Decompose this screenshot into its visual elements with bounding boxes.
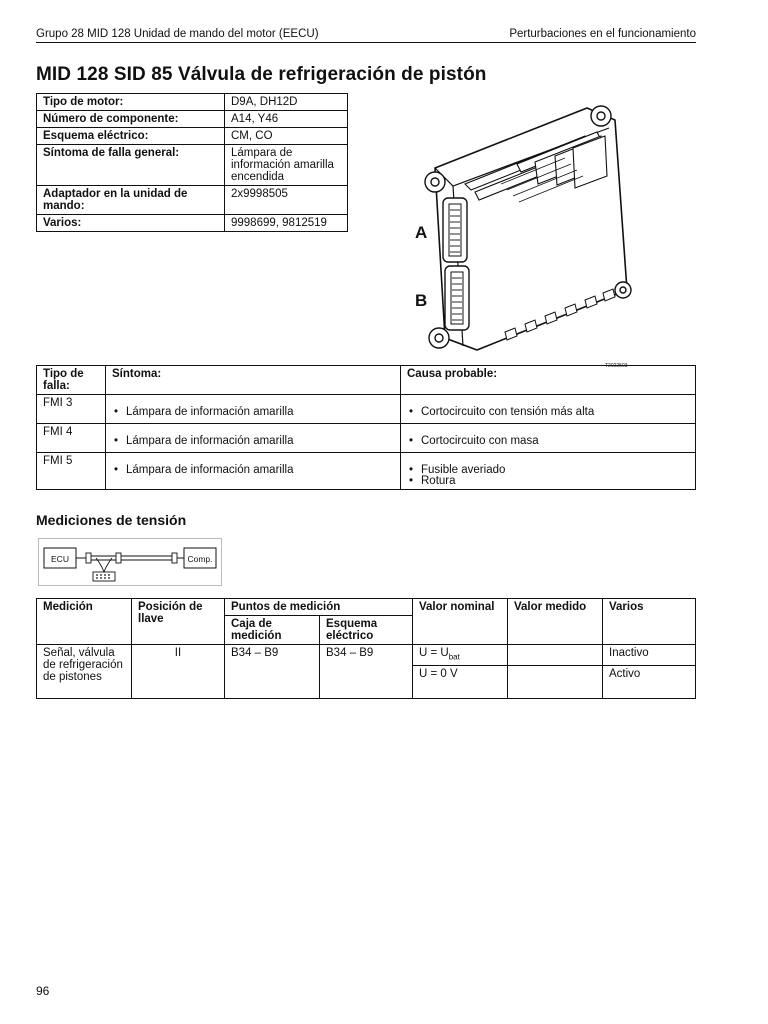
info-value: 2x9998505 [225, 186, 348, 215]
header-fault-type: Tipo de falla: [37, 366, 106, 395]
meas-caja: B34 – B9 [225, 645, 320, 699]
info-value: CM, CO [225, 128, 348, 145]
info-value: Lámpara de información amarilla encendida [225, 145, 348, 186]
header-left: Grupo 28 MID 128 Unidad de mando del motor (EECU) [36, 28, 319, 40]
fault-fmi: FMI 5 [37, 453, 106, 490]
symptom-item: • Lámpara de información amarilla [112, 407, 394, 418]
info-label: Síntoma de falla general: [37, 145, 225, 186]
info-label: Esquema eléctrico: [37, 128, 225, 145]
info-label: Adaptador en la unidad de mando: [37, 186, 225, 215]
meas-varios: Inactivo [603, 645, 696, 666]
diagram-comp-label: Comp. [187, 554, 213, 564]
header-symptom: Síntoma: [106, 366, 401, 395]
fault-row [37, 424, 696, 453]
cause-item: • Cortocircuito con tensión más alta [407, 407, 689, 418]
page-number: 96 [36, 984, 50, 998]
symptom-item: • Lámpara de información amarilla [112, 436, 394, 447]
header-right: Perturbaciones en el funcionamiento [509, 28, 696, 40]
meas-header-row [37, 599, 696, 616]
header-medicion: Medición [37, 599, 132, 645]
fault-row [37, 395, 696, 424]
header-puntos: Puntos de medición [225, 599, 413, 616]
meas-nominal: U = 0 V [413, 666, 508, 699]
info-row [37, 111, 348, 128]
info-row [37, 215, 348, 232]
meas-medido [508, 666, 603, 699]
info-row [37, 145, 348, 186]
header-esquema: Esquema eléctrico [320, 616, 413, 645]
cause-item: • Rotura [407, 476, 689, 487]
nominal-sub: bat [448, 652, 460, 662]
nominal-base: U = U [419, 647, 449, 659]
info-table [36, 93, 348, 232]
fault-table [36, 365, 696, 490]
measurements-heading: Mediciones de tensión [36, 512, 187, 528]
cause-list [407, 465, 689, 487]
label-b: B [415, 291, 428, 310]
figure-code: T2022503 [605, 363, 628, 368]
meas-medicion: Señal, válvula de refrigeración de pistones [37, 645, 132, 699]
cause-item: • Fusible averiado [407, 465, 689, 476]
meas-nominal [413, 645, 508, 666]
info-value: D9A, DH12D [225, 94, 348, 111]
measurement-table [36, 598, 696, 699]
meas-varios: Activo [603, 666, 696, 699]
header-varios: Varios [603, 599, 696, 645]
meas-medido [508, 645, 603, 666]
meas-posicion: II [132, 645, 225, 699]
fault-fmi: FMI 4 [37, 424, 106, 453]
header-nominal: Valor nominal [413, 599, 508, 645]
fault-header-row [37, 366, 696, 395]
cause-list [407, 407, 689, 418]
symptom-list [112, 436, 394, 447]
symptom-list [112, 407, 394, 418]
meas-row [37, 645, 696, 666]
page-title: MID 128 SID 85 Válvula de refrigeración de pistón [36, 64, 487, 85]
info-row [37, 186, 348, 215]
measurement-diagram [38, 538, 222, 586]
control-unit-illustration [405, 100, 650, 368]
header-cause: Causa probable: [401, 366, 696, 395]
fault-row [37, 453, 696, 490]
info-value: 9998699, 9812519 [225, 215, 348, 232]
info-row [37, 94, 348, 111]
info-label: Tipo de motor: [37, 94, 225, 111]
symptom-list [112, 465, 394, 476]
header-posicion: Posición de llave [132, 599, 225, 645]
cause-list [407, 436, 689, 447]
diagram-ecu-label: ECU [51, 554, 69, 564]
symptom-item: • Lámpara de información amarilla [112, 465, 394, 476]
meas-esquema: B34 – B9 [320, 645, 413, 699]
page-header [36, 28, 696, 43]
cause-item: • Cortocircuito con masa [407, 436, 689, 447]
info-value: A14, Y46 [225, 111, 348, 128]
info-label: Varios: [37, 215, 225, 232]
fault-fmi: FMI 3 [37, 395, 106, 424]
label-a: A [415, 223, 428, 242]
header-medido: Valor medido [508, 599, 603, 645]
info-row [37, 128, 348, 145]
header-caja: Caja de medición [225, 616, 320, 645]
info-label: Número de componente: [37, 111, 225, 128]
